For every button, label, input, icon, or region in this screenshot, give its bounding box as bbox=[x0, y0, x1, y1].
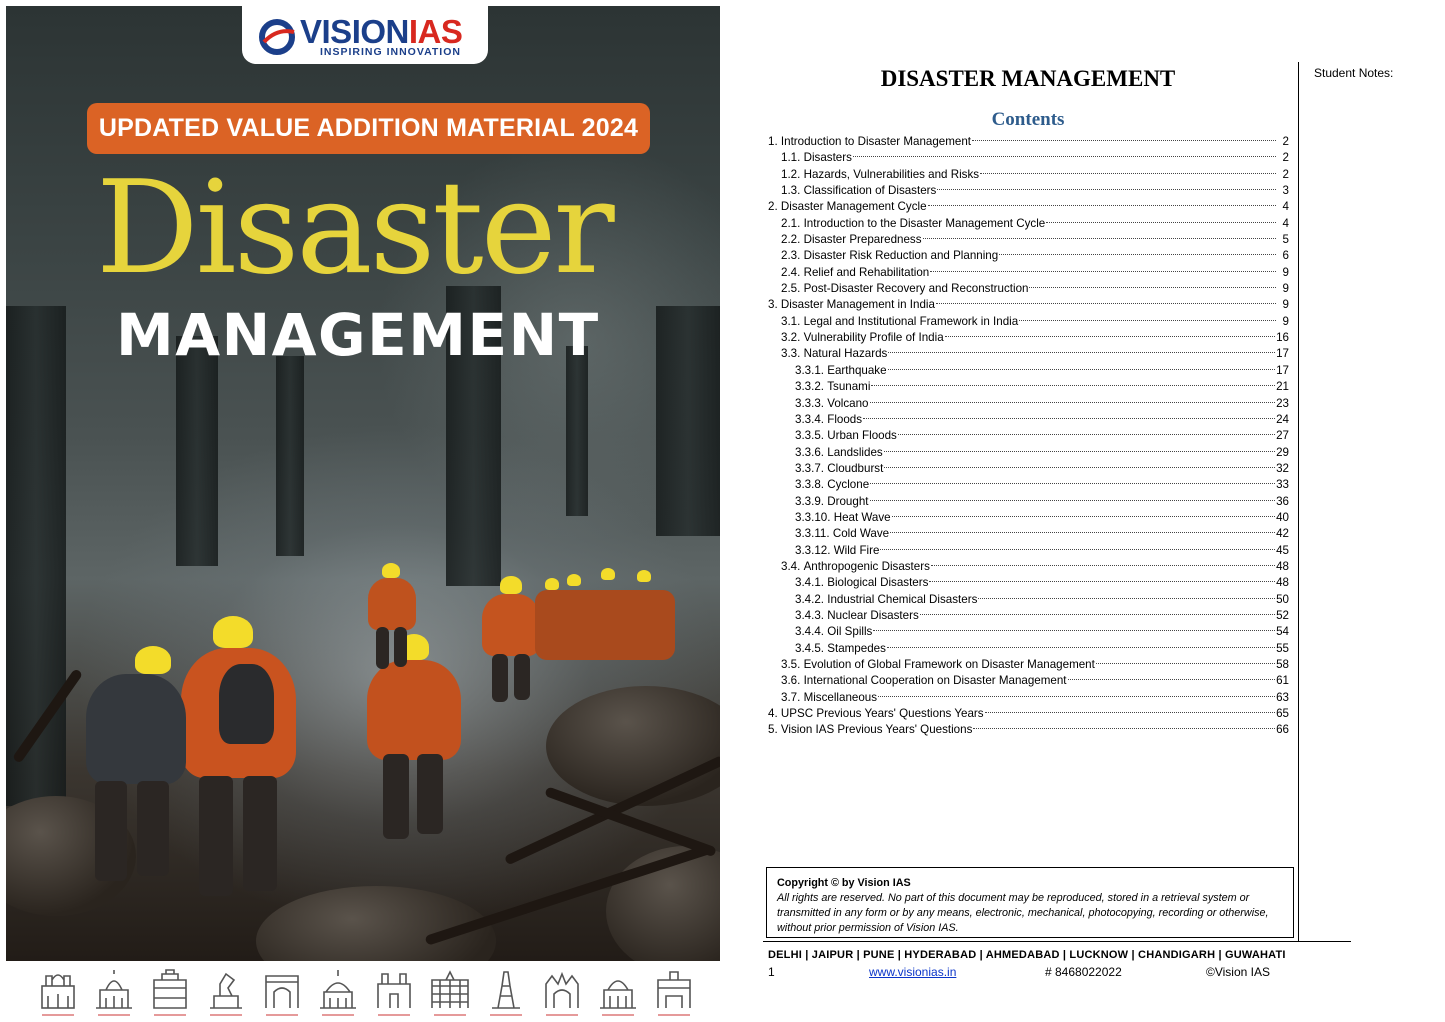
toc-dot-leader bbox=[887, 634, 1275, 648]
toc-entry-page: 52 bbox=[1276, 608, 1289, 622]
rescue-worker bbox=[81, 646, 191, 886]
landmark-icon bbox=[652, 966, 696, 1012]
toc-dot-leader bbox=[930, 258, 1276, 272]
toc-entry-number: 3.3.12. bbox=[795, 543, 831, 557]
toc-entry-number: 3.3.9. bbox=[795, 494, 825, 508]
toc-entry-page: 2 bbox=[1282, 167, 1289, 181]
toc-entry-title: Evolution of Global Framework on Disaster Management bbox=[803, 658, 1095, 671]
toc-dot-leader bbox=[928, 192, 1276, 206]
toc-entry-number: 3.3.1. bbox=[795, 363, 825, 377]
helmet-icon bbox=[213, 616, 253, 648]
toc-entry-page: 4 bbox=[1282, 200, 1289, 214]
toc-entry-title: Vision IAS Previous Years' Questions bbox=[780, 723, 973, 737]
toc-dot-leader bbox=[972, 127, 1276, 141]
toc-entry-page: 9 bbox=[1282, 265, 1289, 279]
toc-entry-title: Landslides bbox=[827, 445, 883, 459]
toc-dot-leader bbox=[999, 241, 1276, 255]
toc-entry-page: 55 bbox=[1276, 641, 1289, 655]
rescue-worker bbox=[171, 616, 311, 906]
toc-entry-title: Cloudburst bbox=[827, 461, 884, 475]
toc-entry-title: Introduction to Disaster Management bbox=[780, 135, 972, 148]
toc-entry-title: Hazards, Vulnerabilities and Risks bbox=[803, 167, 980, 181]
toc-entry-page: 63 bbox=[1276, 690, 1289, 704]
toc-entry-title: Earthquake bbox=[827, 363, 887, 377]
toc-dot-leader bbox=[985, 699, 1276, 713]
toc-entry-title: Volcano bbox=[827, 396, 869, 410]
toc-entry-title: Disaster Risk Reduction and Planning bbox=[803, 249, 999, 263]
toc-entry-page: 9 bbox=[1282, 282, 1289, 296]
toc-dot-leader bbox=[920, 601, 1275, 615]
helmet-icon bbox=[382, 563, 400, 578]
toc-dot-leader bbox=[973, 715, 1275, 729]
toc-dot-leader bbox=[898, 421, 1275, 435]
toc-dot-leader bbox=[931, 552, 1275, 566]
toc-entry-page: 9 bbox=[1282, 298, 1289, 312]
toc-entry-title: Drought bbox=[827, 494, 869, 508]
toc-dot-leader bbox=[892, 503, 1275, 517]
toc-entry-page: 3 bbox=[1282, 184, 1289, 198]
toc-entry-page: 50 bbox=[1276, 592, 1289, 606]
cover-image bbox=[6, 6, 720, 961]
logo-name-ias: IAS bbox=[408, 13, 463, 50]
toc-dot-leader bbox=[888, 356, 1276, 370]
toc-entry-title: Cyclone bbox=[827, 478, 870, 492]
toc-entry-number: 3.4. bbox=[781, 559, 801, 573]
toc-entry-page: 17 bbox=[1276, 347, 1289, 361]
toc-entry-number: 1.3. bbox=[781, 184, 801, 198]
landmark-icon bbox=[260, 966, 304, 1012]
cover-banner: UPDATED VALUE ADDITION MATERIAL 2024 bbox=[87, 103, 650, 154]
toc-dot-leader bbox=[870, 470, 1275, 484]
tree-trunk bbox=[656, 306, 720, 536]
toc-entry-page: 54 bbox=[1276, 625, 1289, 639]
toc-entry-title: Relief and Rehabilitation bbox=[803, 265, 930, 279]
toc-dot-leader bbox=[878, 683, 1275, 697]
toc-entry[interactable] bbox=[768, 719, 1289, 735]
toc-dot-leader bbox=[884, 438, 1275, 452]
landmark-icon bbox=[92, 966, 136, 1012]
notes-divider bbox=[1298, 62, 1299, 941]
toc-entry-title: Natural Hazards bbox=[803, 347, 888, 361]
toc-entry-title: Disasters bbox=[803, 151, 852, 165]
rescue-worker bbox=[364, 563, 419, 673]
toc-entry-number: 1.1. bbox=[781, 151, 801, 165]
toc-entry-number: 2. bbox=[768, 200, 778, 214]
toc-dot-leader bbox=[936, 290, 1276, 304]
toc-dot-leader bbox=[884, 454, 1275, 468]
toc-entry-page: 24 bbox=[1276, 412, 1289, 426]
toc-dot-leader bbox=[1096, 650, 1275, 664]
toc-entry-page: 36 bbox=[1276, 494, 1289, 508]
toc-entry-number: 3.7. bbox=[781, 690, 801, 704]
toc-entry-page: 40 bbox=[1276, 510, 1289, 524]
landmark-icon bbox=[204, 966, 248, 1012]
toc-entry-title: Vulnerability Profile of India bbox=[803, 331, 944, 345]
toc-dot-leader bbox=[871, 372, 1275, 386]
toc-entry-title: International Cooperation on Disaster Management bbox=[803, 674, 1067, 688]
toc-entry-number: 1. bbox=[768, 135, 778, 148]
toc-entry-page: 16 bbox=[1276, 331, 1289, 345]
toc-entry-number: 3.3.8. bbox=[795, 478, 825, 492]
toc-dot-leader bbox=[1029, 274, 1276, 288]
toc-dot-leader bbox=[870, 389, 1276, 403]
toc-entry-number: 3.3.7. bbox=[795, 461, 825, 475]
toc-entry-title: Disaster Preparedness bbox=[803, 233, 922, 247]
copyright-title: Copyright © by Vision IAS bbox=[777, 877, 911, 889]
rock bbox=[546, 686, 720, 806]
toc-entry-page: 61 bbox=[1276, 674, 1289, 688]
toc-entry-page: 2 bbox=[1282, 151, 1289, 165]
toc-dot-leader bbox=[880, 536, 1275, 550]
toc-entry-number: 3.4.2. bbox=[795, 592, 825, 606]
toc-entry-number: 5. bbox=[768, 723, 778, 737]
toc-dot-leader bbox=[853, 143, 1276, 157]
landmark-icon bbox=[428, 966, 472, 1012]
toc-dot-leader bbox=[863, 405, 1275, 419]
toc-entry-page: 6 bbox=[1282, 249, 1289, 263]
toc-entry-title: Disaster Management in India bbox=[780, 298, 935, 312]
toc-entry-title: Classification of Disasters bbox=[803, 184, 937, 198]
toc-entry-title: Disaster Management Cycle bbox=[780, 200, 927, 214]
toc-entry-number: 3.3.6. bbox=[795, 445, 825, 459]
landmark-icon bbox=[316, 966, 360, 1012]
toc-entry-title: Biological Disasters bbox=[827, 576, 929, 590]
landmark-icon bbox=[372, 966, 416, 1012]
brand-copyright: ©Vision IAS bbox=[1206, 965, 1270, 979]
city-list: DELHI | JAIPUR | PUNE | HYDERABAD | AHMEDABAD | LUCKNOW | CHANDIGARH | GUWAHATI bbox=[768, 949, 1286, 961]
toc-entry-page: 17 bbox=[1276, 363, 1289, 377]
toc-entry-page: 42 bbox=[1276, 527, 1289, 541]
tree-trunk bbox=[176, 336, 218, 566]
toc-dot-leader bbox=[980, 160, 1276, 174]
toc-entry-page: 33 bbox=[1276, 478, 1289, 492]
toc-entry-number: 3.4.4. bbox=[795, 625, 825, 639]
toc-entry-number: 3.3. bbox=[781, 347, 801, 361]
landmark-icon bbox=[540, 966, 584, 1012]
toc-entry-title: Floods bbox=[827, 412, 863, 426]
copyright-text: All rights are reserved. No part of this document may be reproduced, stored in a retrieval system or transmitted in any form or by any means, electronic, mechanical, photocopying, recording or otherwise, without prior permission of Vision IAS. bbox=[777, 892, 1269, 934]
landmark-icon bbox=[36, 966, 80, 1012]
toc-entry-page: 48 bbox=[1276, 559, 1289, 573]
toc-dot-leader bbox=[937, 176, 1276, 190]
toc-entry-number: 3.1. bbox=[781, 314, 801, 328]
toc-entry-number: 3.3.10. bbox=[795, 510, 831, 524]
toc-entry-number: 1.2. bbox=[781, 167, 801, 181]
logo-tagline: INSPIRING INNOVATION bbox=[320, 46, 461, 58]
tree-trunk bbox=[276, 356, 304, 556]
toc-entry-page: 23 bbox=[1276, 396, 1289, 410]
toc-entry-title: Introduction to the Disaster Management Cycle bbox=[803, 216, 1046, 230]
page-title: DISASTER MANAGEMENT bbox=[880, 66, 1176, 91]
toc-entry-page: 32 bbox=[1276, 461, 1289, 475]
logo-name-vision: VISION bbox=[300, 13, 409, 50]
toc-dot-leader bbox=[945, 323, 1275, 337]
toc-entry-number: 3.3.3. bbox=[795, 396, 825, 410]
toc-entry-number: 3.3.11. bbox=[795, 527, 830, 541]
contents-heading: Contents bbox=[991, 109, 1065, 130]
toc-dot-leader bbox=[929, 568, 1275, 582]
toc-entry-title: Legal and Institutional Framework in India bbox=[803, 314, 1019, 328]
website-link[interactable]: www.visionias.in bbox=[869, 965, 957, 979]
toc-dot-leader bbox=[870, 487, 1276, 501]
toc-entry-page: 4 bbox=[1282, 216, 1289, 230]
toc-entry-page: 65 bbox=[1276, 707, 1289, 721]
tree-trunk bbox=[566, 346, 588, 516]
toc-entry-page: 9 bbox=[1282, 314, 1289, 328]
student-notes-label: Student Notes: bbox=[1314, 66, 1394, 80]
toc-entry-title: Anthropogenic Disasters bbox=[803, 559, 930, 573]
helmet-icon bbox=[135, 646, 171, 674]
toc-entry-title: Tsunami bbox=[827, 380, 871, 394]
toc-entry-number: 2.5. bbox=[781, 282, 801, 296]
copyright-box bbox=[766, 867, 1294, 938]
document-page bbox=[728, 0, 1445, 1022]
toc-entry-number: 3.4.5. bbox=[795, 641, 825, 655]
logo-swoosh-icon bbox=[258, 18, 296, 56]
page-number: 1 bbox=[768, 965, 775, 979]
toc-dot-leader bbox=[890, 519, 1275, 533]
table-of-contents bbox=[768, 131, 1289, 736]
toc-entry-title: Wild Fire bbox=[833, 543, 880, 557]
toc-dot-leader bbox=[923, 225, 1276, 239]
toc-entry-page: 45 bbox=[1276, 543, 1289, 557]
toc-entry-title: Oil Spills bbox=[827, 625, 873, 639]
toc-entry-number: 3.4.3. bbox=[795, 608, 825, 622]
toc-dot-leader bbox=[1019, 307, 1276, 321]
toc-entry-page: 48 bbox=[1276, 576, 1289, 590]
toc-entry-number: 3.3.2. bbox=[795, 380, 825, 394]
toc-dot-leader bbox=[888, 339, 1275, 353]
landmark-icon bbox=[484, 966, 528, 1012]
toc-entry-number: 2.4. bbox=[781, 265, 801, 279]
footer-divider bbox=[763, 941, 1351, 942]
toc-entry-title: Stampedes bbox=[827, 641, 886, 655]
rescue-worker-group bbox=[531, 566, 681, 676]
toc-entry-number: 2.3. bbox=[781, 249, 801, 263]
toc-entry-title: Industrial Chemical Disasters bbox=[827, 592, 978, 606]
toc-entry-number: 3.2. bbox=[781, 331, 801, 345]
toc-entry-number: 3.4.1. bbox=[795, 576, 825, 590]
toc-entry-title: Miscellaneous bbox=[803, 690, 878, 704]
cover-title: Disaster bbox=[96, 154, 612, 303]
toc-dot-leader bbox=[1046, 209, 1276, 223]
toc-entry-title: Urban Floods bbox=[827, 429, 897, 443]
landmark-icon bbox=[148, 966, 192, 1012]
toc-entry-number: 4. bbox=[768, 707, 778, 721]
toc-dot-leader bbox=[873, 617, 1275, 631]
helmet-icon bbox=[500, 576, 522, 594]
toc-entry-number: 3.3.4. bbox=[795, 412, 825, 426]
cover-subtitle: MANAGEMENT bbox=[116, 301, 600, 369]
toc-entry-number: 3. bbox=[768, 298, 778, 312]
toc-entry-page: 58 bbox=[1276, 658, 1289, 671]
toc-entry-title: Heat Wave bbox=[833, 510, 891, 524]
toc-entry-page: 66 bbox=[1276, 723, 1289, 737]
page-footer bbox=[768, 965, 1278, 981]
toc-entry-page: 29 bbox=[1276, 445, 1289, 459]
toc-entry-number: 3.5. bbox=[781, 658, 801, 671]
toc-entry-title: Nuclear Disasters bbox=[827, 608, 919, 622]
vision-ias-logo bbox=[242, 6, 488, 64]
toc-entry-title: Post-Disaster Recovery and Reconstruction bbox=[803, 282, 1029, 296]
landmark-strip bbox=[6, 962, 720, 1020]
toc-entry-page: 2 bbox=[1282, 135, 1289, 148]
toc-dot-leader bbox=[1068, 666, 1276, 680]
toc-entry-page: 27 bbox=[1276, 429, 1289, 443]
toc-entry-number: 3.6. bbox=[781, 674, 801, 688]
landmark-icon bbox=[596, 966, 640, 1012]
toc-dot-leader bbox=[978, 585, 1275, 599]
toc-entry-number: 3.3.5. bbox=[795, 429, 825, 443]
toc-entry-number: 2.2. bbox=[781, 233, 801, 247]
phone-number: # 8468022022 bbox=[1045, 965, 1122, 979]
toc-entry-page: 5 bbox=[1282, 233, 1289, 247]
toc-entry-page: 21 bbox=[1276, 380, 1289, 394]
toc-entry-title: Cold Wave bbox=[832, 527, 890, 541]
toc-entry-number: 2.1. bbox=[781, 216, 801, 230]
toc-entry-title: UPSC Previous Years' Questions Years bbox=[780, 707, 984, 721]
